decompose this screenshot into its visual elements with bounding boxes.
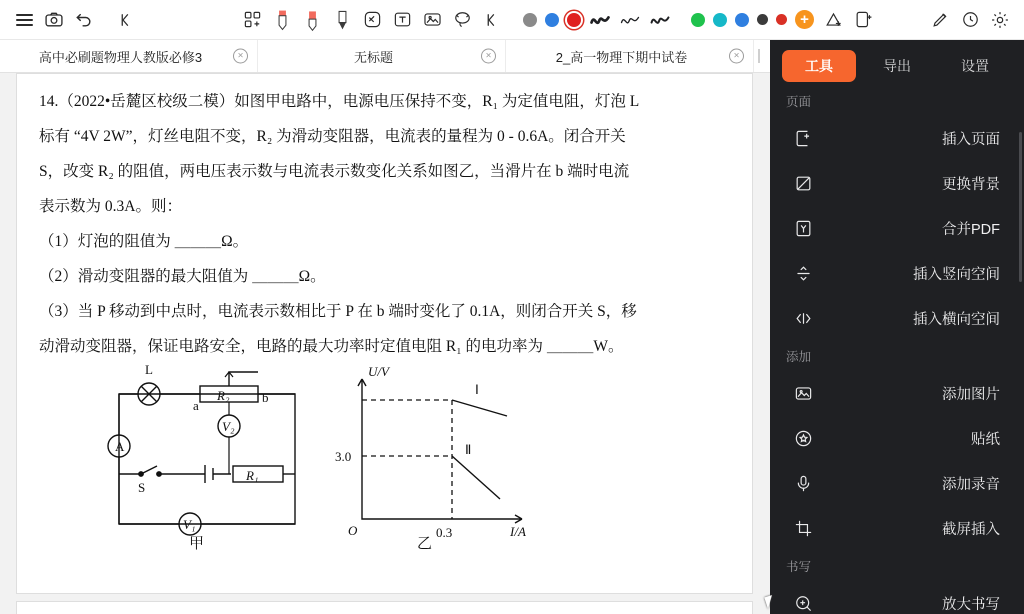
pencil-icon[interactable] — [328, 6, 356, 34]
menu-item-sticker[interactable] — [782, 416, 1012, 461]
tab-tools-label: 工具 — [805, 58, 833, 74]
menu-icon[interactable] — [10, 6, 38, 34]
label-S: S — [138, 480, 146, 495]
sub-question-3b: 动滑动变阻器，保证电路安全，电路的最大功率时定值电阻 R₁ 的电功率为 ＿＿＿W。 — [39, 338, 624, 355]
tab-export-label: 导出 — [883, 58, 911, 74]
section-title-write: 书写 — [786, 560, 812, 574]
document-area[interactable] — [0, 73, 770, 614]
menu-item-label: 插入竖向空间 — [913, 267, 1000, 283]
tab-settings[interactable] — [938, 50, 1012, 82]
insert-page-icon — [792, 128, 814, 150]
section-title-page: 页面 — [786, 95, 812, 109]
document-tab-1[interactable] — [0, 40, 258, 72]
menu-item-add-recording[interactable] — [782, 461, 1012, 506]
tab-settings-label: 设置 — [961, 58, 989, 74]
add-recording-icon — [792, 473, 814, 495]
menu-item-merge-pdf[interactable] — [782, 206, 1012, 251]
page-add-icon[interactable] — [819, 6, 847, 34]
figure-caption-jia: 甲 — [189, 536, 205, 552]
sub-question-2: （2）滑动变阻器的最大阻值为 ＿＿＿Ω。 — [39, 268, 326, 285]
grid-tool-icon[interactable] — [238, 6, 266, 34]
panel-scrollbar[interactable] — [1019, 132, 1022, 282]
label-R2: R₂ — [217, 388, 230, 403]
add-image-icon — [792, 383, 814, 405]
panel-tab-group — [782, 40, 1012, 86]
label-b: b — [262, 390, 269, 405]
stroke-wave-thick-icon[interactable] — [586, 6, 614, 34]
y-tick-3: 3.0 — [335, 449, 352, 464]
undo-icon[interactable] — [70, 6, 98, 34]
color-swatch-red-selected[interactable] — [567, 13, 581, 27]
tab-tools[interactable] — [782, 50, 856, 82]
tab-label: 高中必刷题物理人教版必修3 — [38, 49, 203, 65]
back-icon[interactable] — [112, 6, 140, 34]
label-a: a — [193, 398, 199, 413]
stroke-wave-medium-icon[interactable] — [646, 6, 674, 34]
edit-pen-icon[interactable] — [926, 6, 954, 34]
stroke-wave-thin-icon[interactable] — [616, 6, 644, 34]
document-tab-3[interactable] — [506, 40, 754, 72]
tools-panel — [770, 40, 1024, 614]
x-tick-03: 0.3 — [436, 525, 453, 540]
text-box-icon[interactable] — [388, 6, 416, 34]
menu-item-label: 合并PDF — [942, 222, 1000, 238]
menu-item-label: 插入横向空间 — [913, 312, 1000, 328]
insert-horizontal-space-icon — [792, 308, 814, 330]
color-swatch-crimson[interactable] — [776, 14, 787, 25]
origin-label: O — [348, 523, 358, 538]
question-line-1: 14.（2022•岳麓区校级二模）如图甲电路中，电源电压保持不变，R₁ 为定值电阻，灯泡 L — [39, 93, 640, 110]
color-swatch-teal[interactable] — [713, 13, 727, 27]
lasso-icon[interactable] — [448, 6, 476, 34]
menu-item-label: 更换背景 — [942, 177, 1000, 193]
menu-item-insert-horizontal-space[interactable] — [782, 296, 1012, 341]
menu-item-zoom-write[interactable] — [782, 581, 1012, 614]
document-page-1 — [16, 73, 753, 594]
menu-item-add-image[interactable] — [782, 371, 1012, 416]
label-A: A — [115, 439, 125, 454]
color-swatch-dark[interactable] — [757, 14, 768, 25]
document-tab-2[interactable] — [258, 40, 506, 72]
sub-question-1: （1）灯泡的阻值为 ＿＿＿Ω。 — [39, 233, 249, 250]
menu-item-label: 添加录音 — [942, 477, 1000, 493]
axis-label-x: I/A — [510, 524, 526, 539]
close-icon[interactable]: × — [233, 49, 248, 64]
shape-icon[interactable] — [478, 6, 506, 34]
menu-item-label: 贴纸 — [971, 432, 1000, 448]
change-background-icon — [792, 173, 814, 195]
question-line-2: 标有 “4V 2W”，灯丝电阻不变，R₂ 为滑动变阻器，电流表的量程为 0 - 0.6A。闭合开关 — [39, 128, 626, 145]
figures-group — [77, 364, 717, 564]
history-icon[interactable] — [956, 6, 984, 34]
menu-item-change-background[interactable] — [782, 161, 1012, 206]
image-icon[interactable] — [418, 6, 446, 34]
label-V1: V₁ — [183, 517, 196, 532]
label-L: L — [145, 364, 153, 377]
section-title-add: 添加 — [786, 350, 812, 364]
label-V2: V₂ — [222, 419, 235, 434]
menu-item-label: 放大书写 — [942, 597, 1000, 613]
insert-vertical-space-icon — [792, 263, 814, 285]
graph-yi — [332, 364, 562, 564]
color-swatch-blue[interactable] — [545, 13, 559, 27]
sticker-icon — [792, 428, 814, 450]
zoom-write-icon — [792, 593, 814, 614]
menu-item-insert-vertical-space[interactable] — [782, 251, 1012, 296]
eraser-icon[interactable] — [358, 6, 386, 34]
color-swatch-gray[interactable] — [523, 13, 537, 27]
close-icon[interactable]: × — [481, 49, 496, 64]
screenshot-insert-icon — [792, 518, 814, 540]
add-color-button[interactable]: + — [795, 10, 814, 29]
menu-item-insert-page[interactable] — [782, 116, 1012, 161]
color-swatch-green[interactable] — [691, 13, 705, 27]
tab-label: 2_高一物理下期中试卷 — [555, 49, 688, 65]
question-line-4: 表示数为 0.3A。则： — [39, 198, 182, 215]
menu-item-label: 截屏插入 — [942, 522, 1000, 538]
merge-pdf-icon — [792, 218, 814, 240]
document-page-2 — [16, 601, 753, 614]
color-swatch-blue-2[interactable] — [735, 13, 749, 27]
axis-label-y: U/V — [368, 364, 389, 379]
tab-export[interactable] — [860, 50, 934, 82]
question-text — [39, 84, 729, 364]
tab-label: 无标题 — [353, 49, 393, 65]
curve-label-2: Ⅱ — [465, 442, 472, 457]
menu-item-label: 添加图片 — [942, 387, 1000, 403]
top-toolbar — [0, 0, 1024, 40]
pen-icon[interactable] — [298, 6, 326, 34]
sub-question-3a: （3）当 P 移动到中点时，电流表示数相比于 P 在 b 端时变化了 0.1A，则闭合开关 S，移 — [39, 303, 637, 320]
menu-item-label: 插入页面 — [942, 132, 1000, 148]
circuit-diagram-jia — [105, 364, 335, 564]
close-icon[interactable]: × — [729, 49, 744, 64]
label-R1: R₁ — [246, 468, 259, 483]
settings-gear-icon[interactable] — [986, 6, 1014, 34]
question-line-3: S，改变 R₂ 的阻值，两电压表示数与电流表示数变化关系如图乙，当滑片在 b 端时电流 — [39, 163, 630, 180]
panel-content — [782, 92, 1012, 614]
camera-icon[interactable] — [40, 6, 68, 34]
menu-item-screenshot-insert[interactable] — [782, 506, 1012, 551]
highlighter-icon[interactable] — [268, 6, 296, 34]
insert-page-right-icon[interactable] — [849, 6, 877, 34]
curve-label-1: Ⅰ — [475, 382, 479, 397]
figure-caption-yi: 乙 — [417, 536, 433, 552]
